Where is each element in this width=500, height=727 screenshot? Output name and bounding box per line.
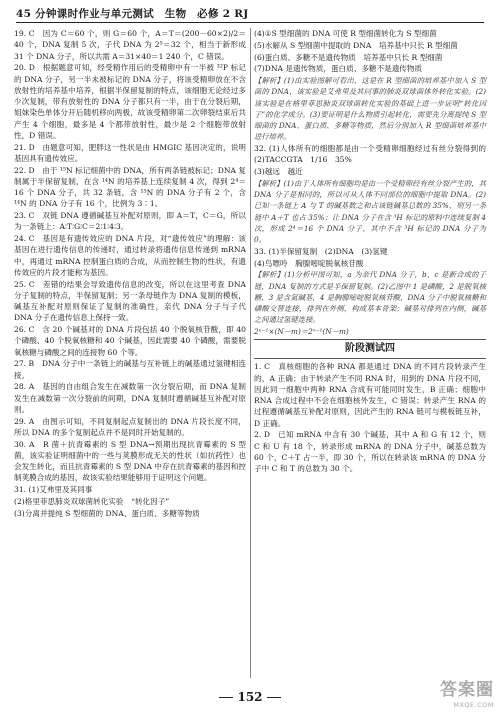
answer-paragraph: (3)越远 越近 bbox=[254, 167, 303, 176]
answer-paragraph: 30. A R 菌＋抗青霉素的 S 型 DNA→预期出现抗青霉素的 S 型菌，该实验证明细菌中的一些与荚膜形成无关的性状（如抗药性）也会发生转化，而且抗青霉素的 S 型 DNA 中存在抗青霉素的基因和控制荚膜合成的基因，故该实验结果能够用于证明这个问题。 bbox=[14, 439, 246, 483]
answer-paragraph: 25. C 差错的结果会导致遗传信息的改变，所以在这里考查 DNA 分子复制的特点，半保留复制；另一条母链作为 DNA 复制的模板，碱基互补配对原则保证了复制的准确性，亲代 DNA 分子与子代 DNA 分子在遗传信息上保持一致。 bbox=[14, 279, 246, 323]
watermark-line1: 答案圈 bbox=[440, 680, 494, 700]
watermark-logo bbox=[414, 680, 494, 720]
answer-paragraph: 21. D 由题意可知，肥胖这一性状是由 HMGIC 基因决定的，说明基因具有遗传效应。 bbox=[14, 142, 246, 163]
answer-paragraph: (4)鸟嘌呤 胸腺嘧啶脱氧核苷酸 bbox=[254, 258, 364, 268]
answer-paragraph: 27. B DNA 分子中一条链上的碱基与互补链上的碱基通过氢键相连接。 bbox=[14, 359, 246, 380]
watermark-line2: MXQE.COM bbox=[453, 701, 494, 709]
answer-paragraph: 33. (1)半保留复制 (2)DNA (3)氢键 bbox=[254, 246, 388, 256]
answer-paragraph: 31. (1)艾弗里及其同事 bbox=[14, 485, 93, 494]
answer-paragraph: 20. D 根据题意可知，经受精作用后的受精卵中有一半被 ³²P 标记的 DNA 分子，另一半未被标记的 DNA 分子，将该受精卵放在不含放射性的培养基中培养，根据半保留复制的特点，该细胞无论经过多少次复制，带有放射性的 DNA 分子都只有一半，由于在分裂后期，姐妹染色单体分开后随机移向两极，故该受精卵第二次卵裂结束后共产生 4 个细胞，最多是 4 个都带放射性，最少是 2 个细胞带放射性，D 错误。 bbox=[14, 63, 246, 140]
answer-paragraph: (5)水解从 S 型细菌中提取的 DNA 培养基中只长 R 型细菌 bbox=[254, 40, 458, 50]
answer-paragraph: 28. A 基因的自由组合发生在减数第一次分裂后期，而 DNA 复制发生在减数第一次分裂前的间期，DNA 复制时遵循碱基互补配对原则。 bbox=[14, 382, 246, 414]
answer-paragraph: 19. C 因为 C＝60 个，则 G＝60 个，A＝T＝(200－60×2)/2＝40 个，DNA 复制 5 次，子代 DNA 为 2⁵＝32 个，相当于新形成 31 个 DNA 分子，所以共需 A＝31×40＝1 240 个，C 错误。 bbox=[14, 29, 246, 61]
answer-paragraph: (3)分离并提纯 S 型细菌的 DNA、蛋白质、多糖等物质 bbox=[14, 508, 200, 518]
answer-paragraph: (4)①S 型细菌的 DNA 可使 R 型细菌转化为 S 型细菌 bbox=[254, 29, 437, 38]
answer-paragraph: 23. C 双链 DNA 遵循碱基互补配对原则，即 A＝T，C＝G，所以为一条链上：A∶T∶G∶C＝2∶1∶4∶3。 bbox=[14, 211, 246, 232]
explanation-paragraph: 【解析】(1)由实验图解可看出，这是在 R 型细菌的培养基中加入 S 型菌的 DNA，该实验是艾弗里及其同事的肺炎双球菌体外转化实验。(2)该实验是在格里菲思肺炎双球菌转化实验的基础上进一步证明“转化因子”的化学成分。(3)要证明是什么物质引起转化，需要先分离提纯 S 型细菌的 DNA、蛋白质、多糖等物质，然后分别加入 R 型细菌培养基中进行培养。 bbox=[254, 76, 486, 142]
explanation-paragraph: 【解析】(1)分析甲图可知，a 为亲代 DNA 分子，b、c 是新合成的子链，DNA 复制的方式是半保留复制。(2)乙图中 1 是磷酸，2 是脱氧核糖，3 是含氮碱基，4 是胸腺嘧啶脱氧核苷酸，DNA 分子中脱氧核糖和磷酸交替连接，排列在外侧，构成基本骨架；碱基对排列在内侧，碱基之间通过氢键连接。 bbox=[254, 270, 486, 325]
answer-paragraph: (6)蛋白质、多糖不是遗传物质 培养基中只长 R 型细菌 bbox=[254, 52, 443, 62]
answer-paragraph: (7)DNA 是遗传物质，蛋白质、多糖不是遗传物质 bbox=[254, 64, 423, 74]
answer-paragraph: 1. C 真核细胞的各种 RNA 都是通过 DNA 的不同片段转录产生的，A 正确；由于转录产生不同 RNA 时，用到的 DNA 片段不同，因此同一细胞中两种 RNA 合成有可能同时发生，B 正确；细胞中 RNA 合成过程中不会在细胞核外发生，C 错误；转录产生 RNA 的过程遵循碱基互补配对原则，因此产生的 RNA 链可与模板链互补，D 正确。 bbox=[254, 362, 486, 428]
right-column bbox=[254, 28, 494, 678]
page-header: 45 分钟课时作业与单元测试 生物 必修 2 RJ bbox=[16, 6, 484, 23]
answer-paragraph: 29. A 由图示可知，不同复制起点复制出的 DNA 片段长度不同，所以 DNA 的多个复制起点并不是同时开始复制的。 bbox=[14, 416, 246, 437]
column-divider bbox=[250, 28, 251, 678]
explanation-paragraph: 【解析】(1)由于人体所有细胞均是由一个受精卵经有丝分裂产生的，其 DNA 分子是相同的，所以可从人体不同部位的细胞中提取 DNA。(2)已知一条链上 A 与 T 的碱基数之和占该链碱基总数的 35%，则另一条链中 A＋T 也占 35%；让 DNA 分子在含 ³H 标记的原料中连续复制 4 次，形成 2⁴＝16 个 DNA 分子，其中不含 ³H 标记的 DNA 分子为 0。 bbox=[254, 178, 486, 244]
answer-paragraph: 24. C 基因是有遗传效应的 DNA 片段，对“遗传效应”的理解：该基因在进行遗传信息的传递时，通过转录将遗传信息传递到 mRNA 中，再通过 mRNA 控制蛋白质的合成，从而控制生物的性状，有遗传效应的片段才能称为基因。 bbox=[14, 234, 246, 277]
left-column bbox=[14, 28, 246, 678]
answer-paragraph: 26. C 含 20 个碱基对的 DNA 片段包括 40 个脱氧核苷酸，即 40 个磷酸、40 个脱氧核糖和 40 个碱基，因此需要 40 个磷酸，需要脱氧核糖与磷酸之间的连接物 60 个等。 bbox=[14, 325, 246, 357]
answer-paragraph: 22. D 由于 ¹⁵N 标记细菌中的 DNA，所有两条链被标记；DNA 复制属于半保留复制，在含 ¹⁴N 的培养基上连续复制 4 次，得到 2⁴＝16 个 DNA 分子，共 32 条链，含 ¹⁵N 的 DNA 分子有 2 个，含 ¹⁴N 的 DNA 分子有 16 个，比例为 3∶1。 bbox=[14, 165, 246, 209]
answer-paragraph: 2. D 已知 mRNA 中含有 30 个碱基，其中 A 和 G 有 12 个，则 C 和 U 有 18 个，转录形成 mRNA 的 DNA 分子中，碱基总数为 60 个，C＋T 占一半，即 30 个，所以在转录该 mRNA 的 DNA 分子中 C 和 T 的总数为 30 个。 bbox=[254, 430, 486, 473]
page-number: 152 bbox=[200, 688, 300, 706]
equation-line: 2ⁿ⁻¹×(N－m)＝2ⁿ⁻¹(N－m) bbox=[254, 327, 349, 336]
answer-paragraph: (2)格里菲思肺炎双球菌转化实验 “转化因子” bbox=[14, 496, 170, 506]
answer-paragraph: 32. (1)人体所有的细胞都是由一个受精卵细胞经过有丝分裂得到的 (2)TACCGTA 1/16 35% bbox=[254, 144, 494, 165]
section-title: 阶段测试四 bbox=[254, 339, 486, 359]
